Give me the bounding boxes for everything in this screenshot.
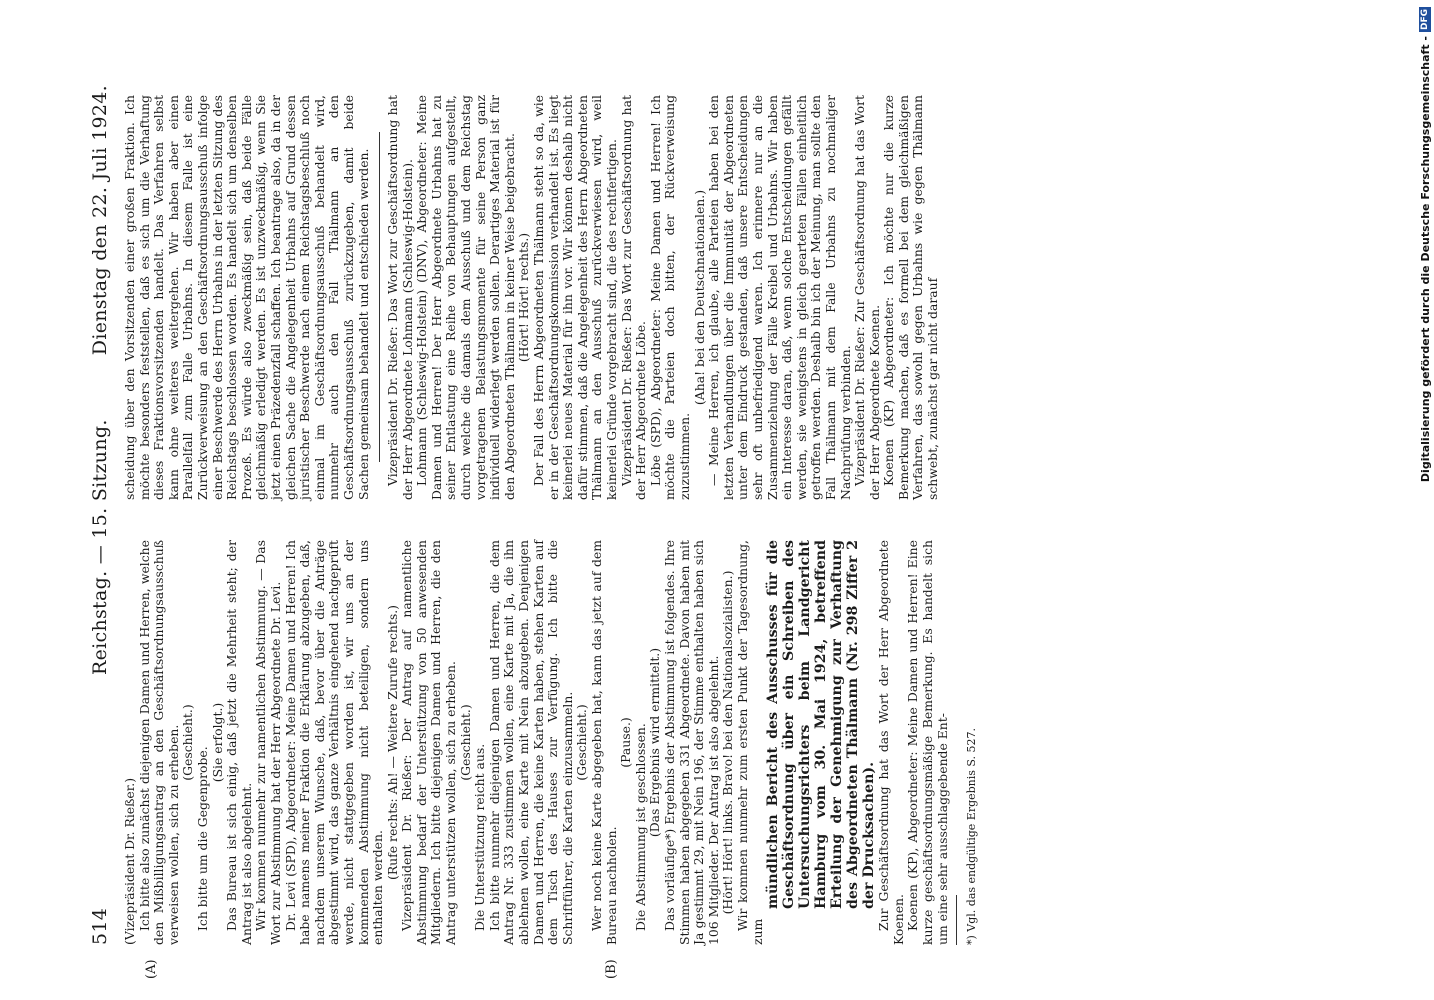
paragraph: Ich bitte nunmehr diejenigen Damen und Herren, die dem Antrag Nr. 333 zustimmen wollen, eine Karte mit Ja, die ihn ablehnen wollen, eine Karte mit Nein abzugeben. Denjenigen Damen und Herren, die keine Karten haben, stehen Karten auf dem Tisch des Hauses zur Verfügung. Ich bitte die Schriftführer, die Karten einzusammeln. — [486, 540, 575, 945]
paragraph: Der Fall des Herrn Abgeordneten Thälmann steht so da, wie er in der Geschäftsordnungskommission verhandelt ist. Es liegt keinerlei neues Material für ihn vor. Wir können deshalb nicht dafür stimmen, daß die Angelegenheit des Herrn Abgeordneten Thälmann an den Ausschuß zurückverwiesen wird, weil keinerlei Gründe vorgebracht sind, die des rechtfertigen. — [531, 95, 619, 500]
stage-direction: (Hört! Hört! rechts.) — [516, 232, 532, 363]
paragraph: Das Bureau ist sich einig, daß jetzt die Mehrheit steht; der Antrag ist also abgelehnt. — [224, 540, 254, 945]
paragraph: Vizepräsident Dr. Rießer: Zur Geschäftsordnung hat das Wort der Herr Abgeordnete Koenen. — [852, 95, 882, 500]
stage-direction: (Geschieht.) — [574, 704, 590, 781]
stage-direction: (Aha! bei den Deutschnationalen.) — [691, 189, 707, 406]
stage-direction: (Geschieht.) — [180, 704, 196, 781]
stage-direction: (Geschieht.) — [457, 704, 473, 781]
paragraph: Wir kommen nunmehr zum ersten Punkt der Tagesordnung, zum — [734, 540, 765, 945]
paragraph: Die Unterstützung reicht aus. — [472, 743, 488, 931]
vote-result: Das vorläufige*) Ergebnis der Abstimmung ist folgendes. Ihre Stimmen haben abgegeben 331 Abgeordnete. Davon haben mit Ja gestimmt 29, mit Nein 196, der Stimme enthalten haben sich 106 Mitglieder. Der Antrag ist also abgelehnt. — [661, 540, 721, 945]
right-column — [123, 95, 941, 500]
left-column — [123, 540, 980, 945]
separator-rule — [379, 133, 380, 463]
speech-levi: Dr. Levi (SPD), Abgeordneter: Meine Damen und Herren! Ich habe namens meiner Fraktion die Erklärung abzugeben, daß, nachdem unserem Wunsche, daß, bevor über die Anträge abgestimmt wird, das ganze Verhältnis eingehend nachgeprüft werde, nicht stattgegeben worden ist, wir uns an der kommenden Abstimmung nicht beteiligen, sondern uns enthalten werden. — [282, 540, 386, 945]
stage-direction: (Hört! Hört! links. Bravo! bei den Nationalsozialisten.) — [720, 570, 736, 915]
rotated-page — [85, 85, 1325, 979]
speech-continuation: scheidung über den Vorsitzenden einer großen Fraktion. Ich möchte besonders feststellen, daß es sich um die Verhaftung dieses Fraktionsvorsitzenden handelt. Das Verfahren selbst kann ohne weiteres weitergehen. Wir haben aber einen Parallelfall zum Falle Urbahns. In diesem Falle ist eine Zurückverweisung an den Geschäftsordnungsausschuß infolge einer Beschwerde des Herrn Urbahns in der letzten Sitzung des Reichstags beschlossen worden. Es handelt sich um denselben Prozeß. Es würde also zweckmäßig sein, daß beide Fälle gleichmäßig erledigt werden. Es ist unzweckmäßig, wenn Sie jetzt einen Präzedenzfall schaffen. Ich beantrage also, da in der gleichen Sache die Angelegenheit Urbahns auf Grund dessen juristischer Beschwerde nach einem Reichstagsbeschluß noch einmal im Geschäftsordnungsausschuß behandelt wird, nunmehr auch den Fall Thälmann an den Geschäftsordnungsausschuß zurückzugeben, damit beide Sachen gemeinsam behandelt und entschieden werden. — [122, 95, 371, 500]
stage-direction: (Pause.) — [618, 717, 634, 768]
speech-loebe: Löbe (SPD), Abgeordneter: Meine Damen und Herren! Ich möchte die Parteien doch bitten, der Rückverweisung zuzustimmen. — [647, 95, 692, 500]
speaker-note: (Vizepräsident Dr. Rießer.) — [122, 777, 137, 945]
paragraph: Wer noch keine Karte abgegeben hat, kann das jetzt auf dem Bureau nachholen. — [589, 540, 619, 945]
margin-marker-b: (B) — [604, 959, 619, 979]
digitization-stamp — [1413, 7, 1434, 701]
paragraph: Vizepräsident Dr. Rießer: Das Wort zur Geschäftsordnung hat der Herr Abgeordnete Lohmann (Schleswig-Holstein). — [385, 95, 415, 500]
paragraph: Vizepräsident Dr. Rießer: Der Antrag auf namentliche Abstimmung bedarf der Unterstützung von 50 anwesenden Mitgliedern. Ich bitte diejenigen Damen und Herren, die den Antrag unterstützen wollen, sich zu erheben. — [399, 540, 459, 945]
paragraph: Ich bitte also zunächst diejenigen Damen und Herren, welche den Mißbilligungsantrag an den Geschäftsordnungsausschuß verweisen wollen, sich zu erheben. — [136, 540, 181, 945]
stage-direction: (Sie erfolgt.) — [209, 702, 225, 783]
footnote-rule — [956, 895, 957, 945]
page-number: 514 — [89, 907, 111, 945]
footnote: *) Vgl. das endgültige Ergebnis S. 527. — [965, 727, 979, 945]
paragraph: Die Abstimmung ist geschlossen. — [632, 723, 648, 931]
paragraph: Wir kommen nunmehr zur namentlichen Abstimmung. — Das Wort zur Abstimmung hat der Herr Abgeordnete Dr. Levi. — [253, 540, 283, 945]
agenda-item-title: mündlichen Bericht des Ausschusses für die Geschäftsordnung über ein Schreiben des Untersuchungsrichters beim Landgericht Hamburg vom 30. Mai 1924, betreffend Erteilung der Genehmigung zur Verhaftung des Abgeordneten Thälmann (Nr. 298 Ziffer 2 der Drucksachen). — [765, 540, 878, 909]
stage-direction: (Rufe rechts: Ah! — Weitere Zurufe rechts.) — [384, 605, 400, 880]
paragraph: Zur Geschäftsordnung hat das Wort der Herr Abgeordnete Koenen. — [876, 540, 906, 945]
page-header — [85, 85, 115, 945]
paragraph: — Meine Herren, ich glaube, alle Parteien haben bei den letzten Verhandlungen über die Immunität der Abgeordneten unter dem Eindruck gestanden, daß unsere Entscheidungen sehr oft unbefriedigend waren. Ich erinnere nur an die Zusammenziehung der Fälle Kreibel und Urbahns. Wir haben ein Interesse daran, daß, wenn solche Entscheidungen gefällt werden, sie wenigstens in gleich gearteten Fällen einheitlich getroffen werden. Deshalb bin ich der Meinung, man sollte den Fall Thälmann mit dem Falle Urbahns zu nochmaliger Nachprüfung verbinden. — [706, 95, 853, 500]
margin-marker-a: (A) — [144, 959, 159, 979]
running-title: Reichstag. — 15. Sitzung. — [89, 419, 111, 675]
speech-koenen: Koenen (KP), Abgeordneter: Meine Damen und Herren! Eine kurze geschäftsordnungsmäßige Bemerkung. Es handelt sich um eine sehr ausschlaggebende Ent- — [905, 540, 950, 945]
stamp-text: Digitalisierung gefördert durch die Deutsche Forschungsgemeinschaft - — [1418, 36, 1432, 483]
speech-lohmann: Lohmann (Schleswig-Holstein) (DNV), Abgeordneter: Meine Damen und Herren! Der Herr Abgeordnete Urbahns hat zu seiner Entlastung eine Reihe von Behauptungen aufgestellt, durch welche die damals dem Ausschuß und dem Reichstag vorgetragenen Belastungsmomente für seine Person ganz individuell widerlegt werden sollen. Derartiges Material ist für den Abgeordneten Thälmann in keiner Weise beigebracht. — [414, 95, 517, 500]
dfg-logo: DFG — [1420, 9, 1430, 31]
stage-direction: (Das Ergebnis wird ermittelt.) — [647, 647, 663, 838]
speech-koenen: Koenen (KP) Abgeordneter: Ich möchte nur die kurze Bemerkung machen, daß es formell bei dem gleichmäßigen Verfahren, das sowohl gegen Urbahns wie gegen Thälmann schwebt, zunächst gar nicht darauf — [881, 95, 941, 500]
paragraph: Ich bitte um die Gegenprobe. — [194, 746, 210, 931]
paragraph: Vizepräsident Dr. Rießer: Das Wort zur Geschäftsordnung hat der Herr Abgeordnete Löbe. — [618, 95, 649, 500]
session-date: Dienstag den 22. Juli 1924. — [89, 85, 111, 356]
